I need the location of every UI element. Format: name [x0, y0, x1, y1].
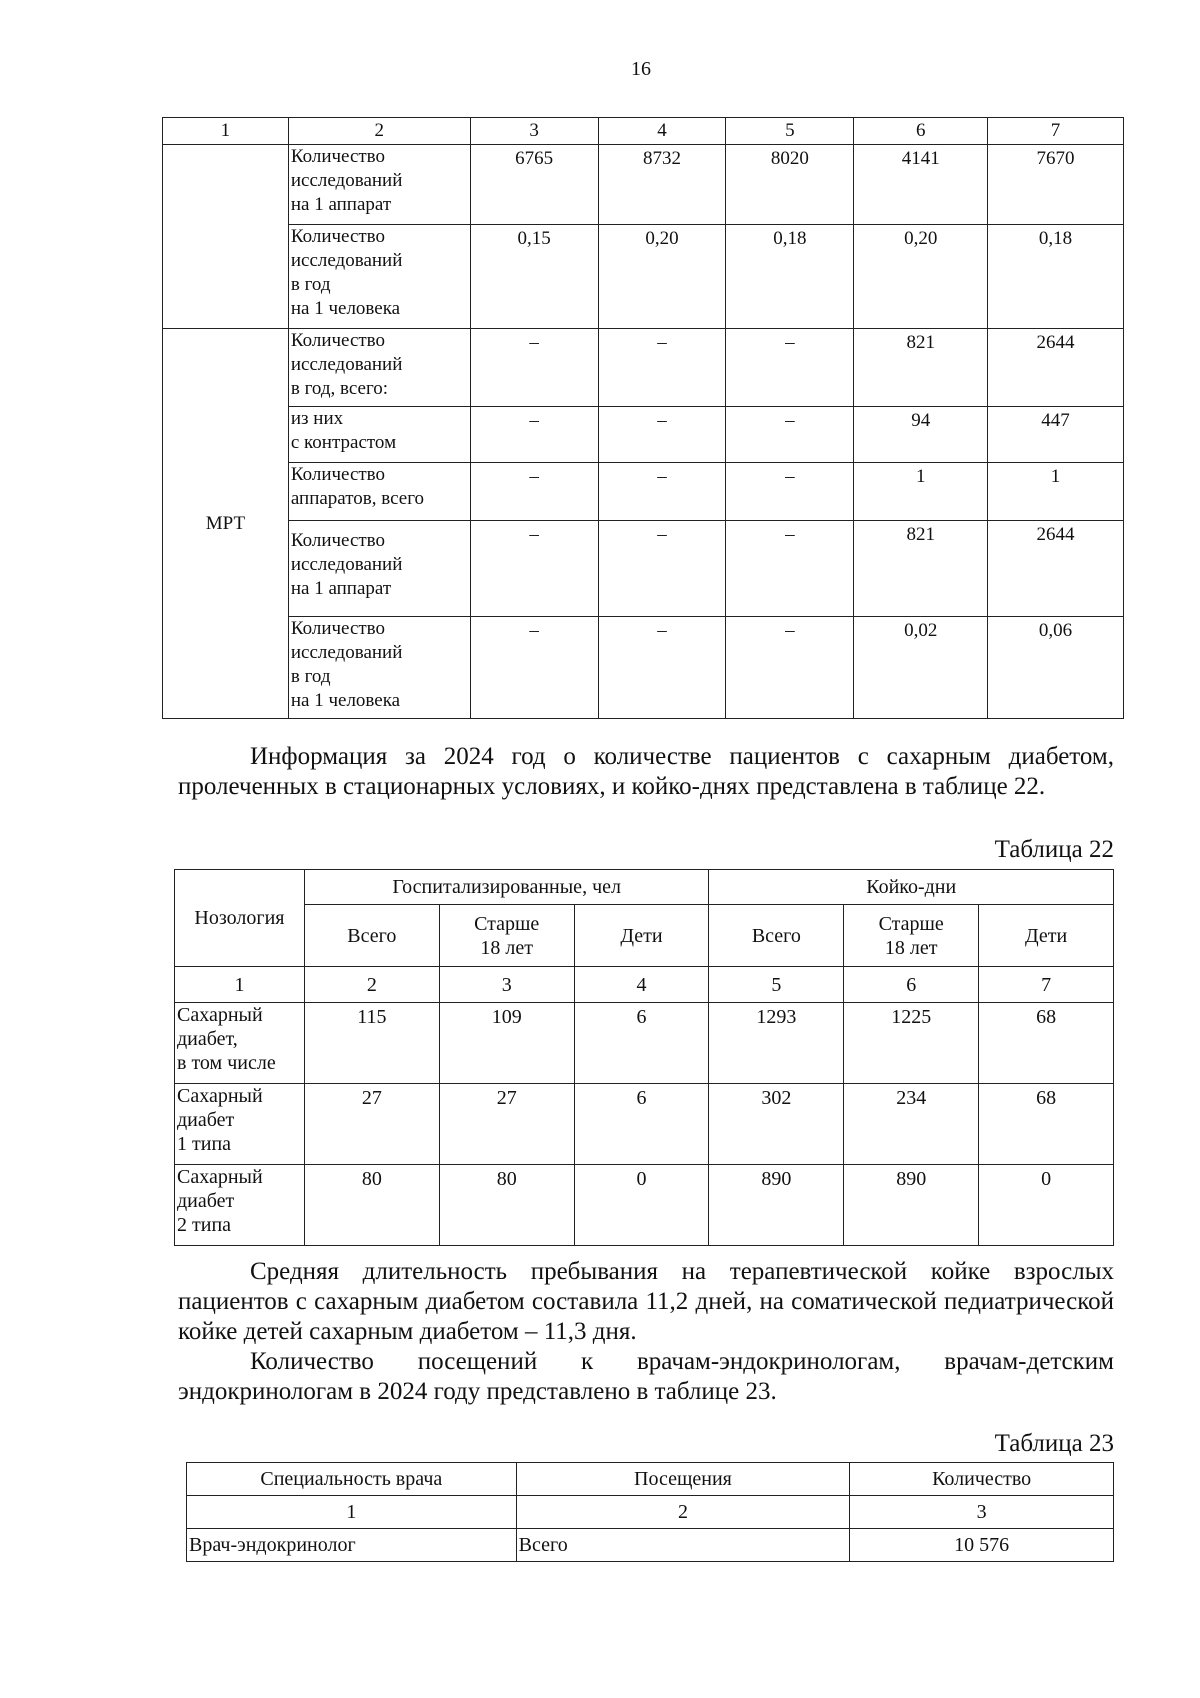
column-number-row	[187, 1496, 1114, 1529]
value-cell: 1	[988, 463, 1124, 521]
value-cell: 8732	[598, 145, 726, 225]
value-cell: 68	[979, 1003, 1114, 1084]
value-cell: 0,18	[726, 225, 854, 329]
group-cell-previous	[163, 145, 289, 329]
row-label: Количество исследований на 1 аппарат	[288, 145, 470, 225]
value-cell: –	[726, 407, 854, 463]
value-cell: 1	[854, 463, 988, 521]
col-num: 3	[439, 967, 574, 1003]
column-number-row	[175, 967, 1114, 1003]
value-cell: –	[470, 463, 598, 521]
row-label: Сахарный диабет 1 типа	[175, 1084, 305, 1165]
row-label: Количество исследований в год, всего:	[288, 329, 470, 407]
value-cell: 821	[854, 329, 988, 407]
col-num: 1	[187, 1496, 517, 1529]
group-cell-mrt: МРТ	[163, 329, 289, 719]
table-row	[163, 463, 1124, 521]
value-cell: 234	[844, 1084, 979, 1165]
value-cell: 6	[574, 1003, 709, 1084]
count-cell: 10 576	[850, 1529, 1114, 1562]
table-row	[163, 521, 1124, 617]
value-cell: –	[598, 617, 726, 719]
value-cell: 115	[304, 1003, 439, 1084]
value-cell: –	[598, 521, 726, 617]
value-cell: 0,18	[988, 225, 1124, 329]
subheader-children: Дети	[574, 905, 709, 967]
value-cell: 0,20	[598, 225, 726, 329]
value-cell: 7670	[988, 145, 1124, 225]
paragraph-table23-intro: Количество посещений к врачам-эндокринологам, врачам-детским эндокринологам в 2024 году представлено в таблице 23.	[178, 1348, 1114, 1405]
value-cell: 27	[439, 1084, 574, 1165]
col-num: 6	[844, 967, 979, 1003]
value-cell: 0,02	[854, 617, 988, 719]
value-cell: 6765	[470, 145, 598, 225]
value-cell: 0	[979, 1165, 1114, 1246]
col-num: 5	[709, 967, 844, 1003]
value-cell: 890	[709, 1165, 844, 1246]
row-label: Количество исследований в год на 1 человека	[288, 225, 470, 329]
value-cell: 68	[979, 1084, 1114, 1165]
value-cell: –	[726, 521, 854, 617]
table-row	[163, 145, 1124, 225]
value-cell: 109	[439, 1003, 574, 1084]
value-cell: 8020	[726, 145, 854, 225]
col-num: 2	[288, 118, 470, 145]
row-label: из них с контрастом	[288, 407, 470, 463]
col-num: 1	[175, 967, 305, 1003]
diabetes-inpatient-table	[174, 869, 1114, 1246]
value-cell: –	[726, 329, 854, 407]
value-cell: 0	[574, 1165, 709, 1246]
paragraph-avg-stay: Средняя длительность пребывания на терапевтической койке взрослых пациентов с сахарным диабетом составила 11,2 дней, на соматической педиатрической койке детей сахарным диабетом – 11,3 дня.	[178, 1258, 1114, 1345]
value-cell: 0,15	[470, 225, 598, 329]
value-cell: –	[470, 617, 598, 719]
col-num: 3	[850, 1496, 1114, 1529]
col-num: 2	[516, 1496, 850, 1529]
value-cell: 80	[304, 1165, 439, 1246]
subheader-older-18: Старше 18 лет	[439, 905, 574, 967]
value-cell: 94	[854, 407, 988, 463]
value-cell: 2644	[988, 521, 1124, 617]
value-cell: 0,06	[988, 617, 1124, 719]
header-hospitalized: Госпитализированные, чел	[304, 870, 709, 905]
value-cell: –	[598, 407, 726, 463]
value-cell: 0,20	[854, 225, 988, 329]
header-bed-days: Койко-дни	[709, 870, 1114, 905]
row-label: Сахарный диабет 2 типа	[175, 1165, 305, 1246]
page-number: 16	[631, 58, 651, 80]
col-num: 2	[304, 967, 439, 1003]
header-row	[175, 870, 1114, 905]
row-label: Количество исследований на 1 аппарат	[288, 521, 470, 617]
row-label: Количество исследований в год на 1 человека	[288, 617, 470, 719]
col-num: 1	[163, 118, 289, 145]
table-row	[163, 407, 1124, 463]
value-cell: –	[470, 521, 598, 617]
subheader-all: Всего	[304, 905, 439, 967]
value-cell: –	[726, 463, 854, 521]
header-nosology: Нозология	[175, 870, 305, 967]
value-cell: 890	[844, 1165, 979, 1246]
table-row	[175, 1165, 1114, 1246]
col-num: 4	[574, 967, 709, 1003]
value-cell: 4141	[854, 145, 988, 225]
subheader-row	[175, 905, 1114, 967]
value-cell: 1293	[709, 1003, 844, 1084]
value-cell: 80	[439, 1165, 574, 1246]
specialty-cell: Врач-эндокринолог	[187, 1529, 517, 1562]
table-row	[175, 1003, 1114, 1084]
header-visits: Посещения	[516, 1463, 850, 1496]
value-cell: 2644	[988, 329, 1124, 407]
value-cell: 447	[988, 407, 1124, 463]
table-row	[187, 1529, 1114, 1562]
col-num: 3	[470, 118, 598, 145]
value-cell: –	[598, 463, 726, 521]
column-number-row	[163, 118, 1124, 145]
col-num: 4	[598, 118, 726, 145]
value-cell: 1225	[844, 1003, 979, 1084]
table22-caption: Таблица 22	[994, 836, 1114, 863]
value-cell: –	[726, 617, 854, 719]
visits-cell: Всего	[516, 1529, 850, 1562]
value-cell: –	[470, 329, 598, 407]
table-row	[163, 329, 1124, 407]
value-cell: –	[598, 329, 726, 407]
header-specialty: Специальность врача	[187, 1463, 517, 1496]
col-num: 7	[988, 118, 1124, 145]
table-row	[175, 1084, 1114, 1165]
header-count: Количество	[850, 1463, 1114, 1496]
col-num: 7	[979, 967, 1114, 1003]
value-cell: 302	[709, 1084, 844, 1165]
table23-caption: Таблица 23	[994, 1430, 1114, 1457]
equipment-table-continuation	[162, 117, 1124, 719]
header-row	[187, 1463, 1114, 1496]
col-num: 5	[726, 118, 854, 145]
row-label: Количество аппаратов, всего	[288, 463, 470, 521]
subheader-all: Всего	[709, 905, 844, 967]
endocrinologist-visits-table	[186, 1462, 1114, 1562]
subheader-older-18: Старше 18 лет	[844, 905, 979, 967]
value-cell: 821	[854, 521, 988, 617]
value-cell: 27	[304, 1084, 439, 1165]
paragraph-table22-intro: Информация за 2024 год о количестве пациентов с сахарным диабетом, пролеченных в стационарных условиях, и койко-днях представлена в таблице 22.	[178, 743, 1114, 800]
table-row	[163, 617, 1124, 719]
col-num: 6	[854, 118, 988, 145]
value-cell: 6	[574, 1084, 709, 1165]
subheader-children: Дети	[979, 905, 1114, 967]
row-label: Сахарный диабет, в том числе	[175, 1003, 305, 1084]
table-row	[163, 225, 1124, 329]
value-cell: –	[470, 407, 598, 463]
